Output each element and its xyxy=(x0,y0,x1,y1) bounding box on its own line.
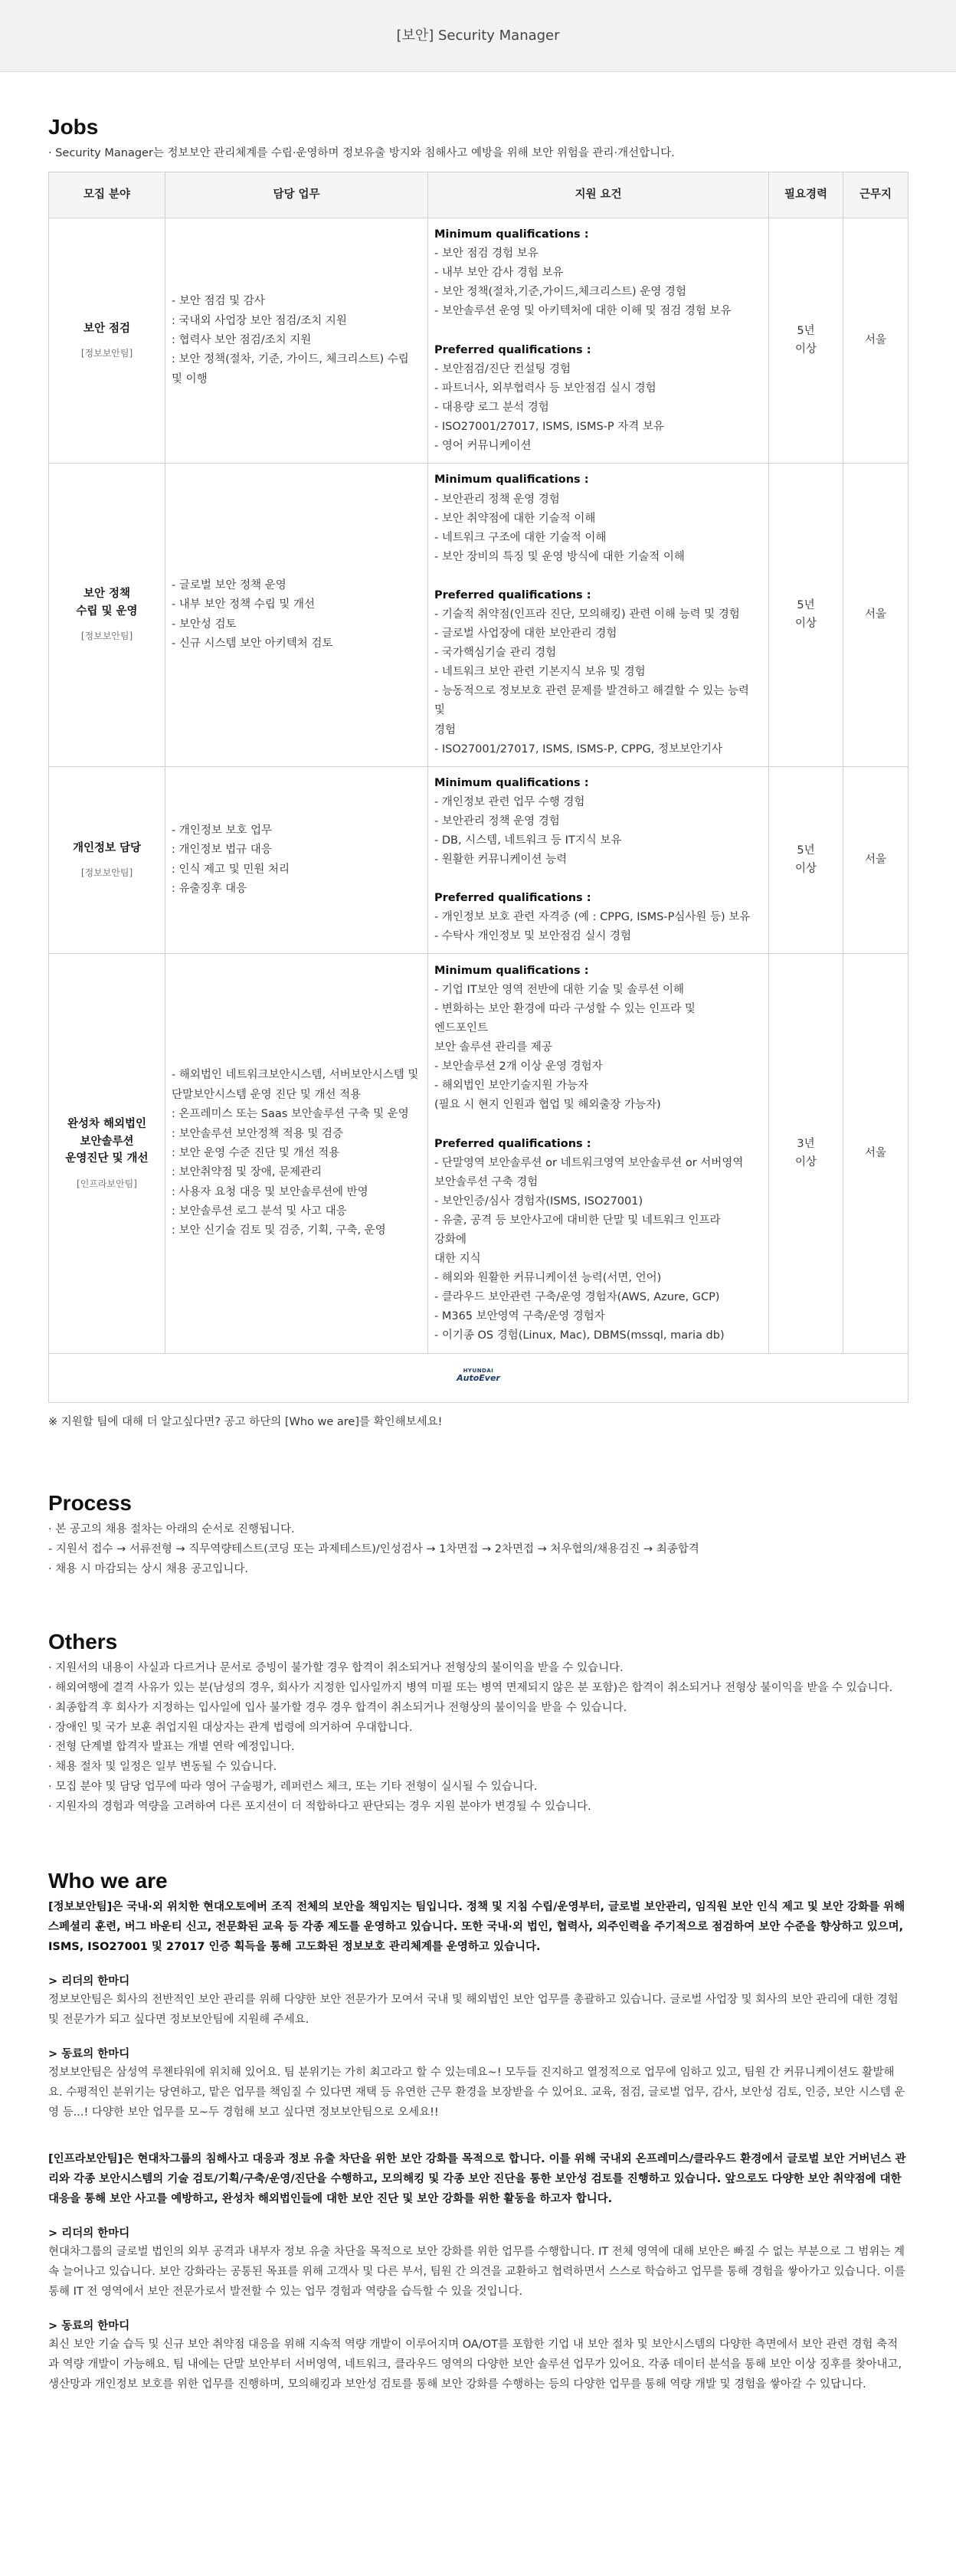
others-text: · 지원서의 내용이 사실과 다르거나 문서로 증빙이 불가할 경우 합격이 취소되거나 전형상의 불이익을 받을 수 있습니다. · 해외여행에 결격 사유가 있는 분(남성의 경우, 회사가 지정한 입사일까지 병역 미필 또는 병역 면제되지 않은 분 포함)은 합격이 취소되거나 전형상 불이익을 받을 수 있습니다. · 최종합격 후 회사가 지정하는 입사일에 입사 불가할 경우 경우 합격이 취소되거나 전형상의 불이익을 받을 수 있습니다. · 장애인 및 국가 보훈 취업지원 대상자는 관계 법령에 의거하여 우대합니다. · 전형 단계별 합격자 발표는 개별 연락 예정입니다. · 채용 절차 및 일정은 일부 변동될 수 있습니다. · 모집 분야 및 담당 업무에 따라 영어 구술평가, 레퍼런스 체크, 또는 기타 전형이 실시될 수 있습니다. · 지원자의 경험과 역량을 고려하여 다른 포지션이 더 적합하다고 판단되는 경우 지원 분야가 변경될 수 있습니다. xyxy=(48,1662,893,1813)
team2-leader-heading: > 리더의 한마디 xyxy=(48,2227,130,2240)
team1-name: [정보보안팀] xyxy=(48,1901,113,1914)
experience-cell: 5년 이상 xyxy=(769,464,843,767)
duties-text: - 글로벌 보안 정책 운영 - 내부 보안 정책 수립 및 개선 - 보안성 검토 - 신규 시스템 보안 아키텍처 검토 xyxy=(172,578,333,650)
who-heading: Who we are xyxy=(48,1868,168,1893)
page-title: [보안] Security Manager xyxy=(396,27,560,44)
duties-cell xyxy=(165,464,428,767)
team-name: [정보보안팀] xyxy=(80,348,133,359)
team2-name: [인프라보안팀] xyxy=(48,2153,123,2166)
min-qual-title: Minimum qualifications : xyxy=(434,776,589,789)
team2-peer-text: 최신 보안 기술 습득 및 신규 보안 취약점 대응을 위해 지속적 역량 개발이 이루어지며 OA/OT를 포함한 기업 내 보안 절차 및 보안시스템의 다양한 측면에서 보안 관련 경험 축적과 역량 개발이 가능해요. 팀 내에는 단말 보안부터 서버영역, 네트워크, 클라우드 영역의 다양한 보안 솔루션 업무가 있어요. 각종 데이터 분석을 통해 보안 이상 징후를 찾아내고, 생산망과 개인정보 보호를 위한 업무를 진행하며, 모의해킹과 보안성 검토를 통해 보안 강화를 수행하는 등의 다양한 업무를 통해 역량 개발 및 경험을 쌓아갈 수 있답니다. xyxy=(48,2338,902,2391)
process-section xyxy=(48,1490,908,1580)
others-heading: Others xyxy=(48,1629,118,1653)
field-name: 완성차 해외법인 보안솔루션 운영진단 및 개선 xyxy=(65,1118,149,1165)
team1-peer-text: 정보보안팀은 삼성역 루첸타워에 위치해 있어요. 팀 분위기는 가히 최고라고 할 수 있는데요~! 모두들 진지하고 열정적으로 업무에 임하고 있고, 팀원 간 커뮤니케이션도 활발해요. 수평적인 분위기는 당연하고, 맡은 업무를 책임질 수 있다면 재택 등 유연한 근무 환경을 보장받을 수 있어요. 교육, 점검, 글로벌 업무, 감사, 보안성 검토, 인증, 보안 시스템 운영 등...! 다양한 보안 업무를 모~두 경험해 보고 싶다면 정보보안팀으로 오세요!! xyxy=(48,2066,905,2119)
table-row xyxy=(49,218,909,464)
pref-qual-text: - 단말영역 보안솔루션 or 네트워크영역 보안솔루션 or 서버영역 보안솔루션 구축 경험 - 보안인증/심사 경험자(ISMS, ISO27001) - 유출, 공격 등 보안사고에 대비한 단말 및 네트워크 인프라 강화에 대한 지식 - 해외와 원활한 커뮤니케이션 능력(서면, 언어) - 클라우드 보안관련 구축/운영 경험자(AWS, Azure, GCP) - M365 보안영역 구축/운영 경험자 - 이기종 OS 경험(Linux, Mac), DBMS(mssql, maria db) xyxy=(434,1156,744,1342)
requirements-cell xyxy=(428,464,769,767)
table-row xyxy=(49,767,909,954)
team-name: [정보보안팀] xyxy=(80,867,133,879)
min-qual-text: - 보안관리 정책 운영 경험 - 보안 취약점에 대한 기술적 이해 - 네트워크 구조에 대한 기술적 이해 - 보안 장비의 특징 및 운영 방식에 대한 기술적 이해 xyxy=(434,493,685,563)
column-header: 모집 분야 xyxy=(49,172,165,218)
company-logo xyxy=(457,1368,500,1382)
column-header: 필요경력 xyxy=(769,172,843,218)
team-name: [정보보안팀] xyxy=(80,631,133,642)
process-text: · 본 공고의 채용 절차는 아래의 순서로 진행됩니다. - 지원서 접수 → 서류전형 → 직무역량테스트(코딩 또는 과제테스트)/인성검사 → 1차면접 → 2차면접 → 처우협의/채용검진 → 최종합격 · 채용 시 마감되는 상시 채용 공고입니다. xyxy=(48,1523,699,1575)
duties-cell xyxy=(165,767,428,954)
table-row xyxy=(49,954,909,1354)
logo-small-text: HYUNDAI xyxy=(463,1368,494,1375)
others-section xyxy=(48,1629,908,1817)
location-cell: 서울 xyxy=(843,767,909,954)
duties-cell xyxy=(165,954,428,1354)
team1-leader-heading: > 리더의 한마디 xyxy=(48,1975,130,1988)
min-qual-text: - 기업 IT보안 영역 전반에 대한 기술 및 솔루션 이해 - 변화하는 보안 환경에 따라 구성할 수 있는 인프라 및 엔드포인트 보안 솔루션 관리를 제공 - 보안솔루션 2개 이상 운영 경험자 - 해외법인 보안기술지원 가능자 (필요 시 현지 인원과 협업 및 해외출장 가능자) xyxy=(434,983,696,1112)
pref-qual-text: - 보안점검/진단 컨설팅 경험 - 파트너사, 외부협력사 등 보안점검 실시 경험 - 대용량 로그 분석 경험 - ISO27001/27017, ISMS, ISMS-P 자격 보유 - 영어 커뮤니케이션 xyxy=(434,362,664,452)
duties-text: - 해외법인 네트워크보안시스템, 서버보안시스템 및 단말보안시스템 운영 진단 및 개선 적용 : 온프레미스 또는 Saas 보안솔루션 구축 및 운영 : 보안솔루션 보안정책 적용 및 검증 : 보안 운영 수준 진단 및 개선 적용 : 보안취약점 및 장애, 문제관리 : 사용자 요청 대응 및 보안솔루션에 반영 : 보안솔루션 로그 분석 및 사고 대응 : 보안 신기술 검토 및 검증, 기획, 구축, 운영 xyxy=(172,1069,419,1237)
team2-peer-heading: > 동료의 한마디 xyxy=(48,2319,130,2332)
team1-intro-text: 은 국내·외 위치한 현대오토에버 조직 전체의 보안을 책임지는 팀입니다. 정책 및 지침 수립/운영부터, 글로벌 보안관리, 임직원 보안 인식 제고 및 보안 강화를 위해 스페셜리 훈련, 버그 바운티 신고, 전문화된 교육 등 각종 제도를 운영하고 있습니다. 또한 국내·외 법인, 협력사, 외주인력을 주기적으로 점검하여 보안 수준을 향상하고 있으며, ISMS, ISO27001 및 27017 인증 획득을 통해 고도화된 정보보호 관리체계를 운영하고 있습니다. xyxy=(48,1901,905,1953)
field-name: 개인정보 담당 xyxy=(72,841,142,854)
pref-qual-text: - 기술적 취약점(인프라 진단, 모의해킹) 관련 이해 능력 및 경험 - 글로벌 사업장에 대한 보안관리 경험 - 국가핵심기술 관리 경험 - 네트워크 보안 관련 기본지식 보유 및 경험 - 능동적으로 정보보호 관련 문제를 발견하고 해결할 수 있는 능력 및 경험 - ISO27001/27017, ISMS, ISMS-P, CPPG, 정보보안기사 xyxy=(434,608,749,755)
field-cell xyxy=(49,464,165,767)
jobs-intro: · Security Manager는 정보보안 관리체계를 수립·운영하며 정보유출 방지와 침해사고 예방을 위해 보안 위험을 관리·개선합니다. xyxy=(48,146,675,159)
logo-cell xyxy=(49,1354,909,1403)
team1-peer-heading: > 동료의 한마디 xyxy=(48,2047,130,2060)
process-heading: Process xyxy=(48,1490,132,1515)
field-cell xyxy=(49,218,165,464)
column-header: 담당 업무 xyxy=(165,172,428,218)
team1-leader-text: 정보보안팀은 회사의 전반적인 보안 관리를 위해 다양한 보안 전문가가 모여서 국내 및 해외법인 보안 업무를 총괄하고 있습니다. 글로벌 사업장 및 회사의 보안 관리에 대한 경험 및 전문가가 되고 싶다면 정보보안팀에 지원해 주세요. xyxy=(48,1993,899,2026)
min-qual-text: - 보안 점검 경험 보유 - 내부 보안 감사 경험 보유 - 보안 정책(절차,기준,가이드,체크리스트) 운영 경험 - 보안솔루션 운영 및 아키텍처에 대한 이해 및 점검 경험 보유 xyxy=(434,247,732,318)
field-name: 보안 점검 xyxy=(83,322,131,335)
location-cell: 서울 xyxy=(843,954,909,1354)
team1-intro xyxy=(48,1898,908,1957)
experience-cell: 5년 이상 xyxy=(769,218,843,464)
experience-cell: 5년 이상 xyxy=(769,767,843,954)
duties-text: - 보안 점검 및 감사 : 국내외 사업장 보안 점검/조치 지원 : 협력사 보안 점검/조치 지원 : 보안 정책(절차, 기준, 가이드, 체크리스트) 수립 및 이행 xyxy=(172,295,409,385)
requirements-cell xyxy=(428,954,769,1354)
column-header: 지원 요건 xyxy=(428,172,769,218)
location-cell: 서울 xyxy=(843,464,909,767)
pref-qual-title: Preferred qualifications : xyxy=(434,343,591,356)
experience-cell: 3년 이상 xyxy=(769,954,843,1354)
page-header xyxy=(0,0,956,72)
pref-qual-title: Preferred qualifications : xyxy=(434,1137,591,1150)
pref-qual-text: - 개인정보 보호 관련 자격증 (예 : CPPG, ISMS-P심사원 등) 보유 - 수탁사 개인정보 및 보안점검 실시 경험 xyxy=(434,911,751,943)
jobs-table xyxy=(48,172,909,1403)
logo-big-text: AutoEver xyxy=(457,1373,500,1384)
logo-row xyxy=(49,1354,909,1403)
table-header-row xyxy=(49,172,909,218)
min-qual-title: Minimum qualifications : xyxy=(434,964,589,977)
duties-text: - 개인정보 보호 업무 : 개인정보 법규 대응 : 인식 제고 및 민원 처리 : 유출징후 대응 xyxy=(172,824,290,895)
jobs-note: ※ 지원할 팀에 대해 더 알고싶다면? 공고 하단의 [Who we are]를 확인해보세요! xyxy=(48,1416,443,1429)
who-section xyxy=(48,1868,908,2395)
min-qual-title: Minimum qualifications : xyxy=(434,228,589,241)
field-name: 보안 정책 수립 및 운영 xyxy=(76,588,138,618)
location-cell: 서울 xyxy=(843,218,909,464)
field-cell xyxy=(49,954,165,1354)
team-name: [인프라보안팀] xyxy=(77,1178,137,1189)
field-cell xyxy=(49,767,165,954)
requirements-cell xyxy=(428,767,769,954)
duties-cell xyxy=(165,218,428,464)
pref-qual-title: Preferred qualifications : xyxy=(434,892,591,905)
main-content xyxy=(48,72,908,2441)
team2-intro-text: 은 현대차그룹의 침해사고 대응과 정보 유출 차단을 위한 보안 강화를 목적으로 합니다. 이를 위해 국내외 온프레미스/클라우드 환경에서 글로벌 보안 거버넌스 관리와 각종 보안시스템의 기술 검토/기획/구축/운영/진단을 수행하고, 모의해킹 및 각종 보안 진단을 통한 보안성 검토를 진행하고 있습니다. 앞으로도 다양한 보안 취약점에 대한 대응을 통해 보안 사고를 예방하고, 완성차 해외법인들에 대한 보안 진단 및 보안 강화를 위한 활동을 하고자 합니다. xyxy=(48,2153,906,2206)
team2-leader-text: 현대차그룹의 글로벌 법인의 외부 공격과 내부자 정보 유출 차단을 목적으로 보안 강화를 위한 업무를 수행합니다. IT 전체 영역에 대해 보안은 빠질 수 없는 부분으로 그 범위는 계속 늘어나고 있습니다. 보안 강화라는 공통된 목표를 위해 고객사 및 다른 부서, 팀원 간 의견을 교환하고 협력하면서 스스로 학습하고 업무를 통해 경험을 쌓아가고 있습니다. 이를 통해 IT 전 영역에서 보안 전문가로서 발전할 수 있는 업무 경험과 역량을 습득할 수 있을 것입니다. xyxy=(48,2246,905,2298)
table-row xyxy=(49,464,909,767)
pref-qual-title: Preferred qualifications : xyxy=(434,588,591,601)
column-header: 근무지 xyxy=(843,172,909,218)
min-qual-text: - 개인정보 관련 업무 수행 경험 - 보안관리 정책 운영 경험 - DB, 시스템, 네트워크 등 IT지식 보유 - 원활한 커뮤니케이션 능력 xyxy=(434,795,622,867)
min-qual-title: Minimum qualifications : xyxy=(434,474,589,487)
requirements-cell xyxy=(428,218,769,464)
team2-intro xyxy=(48,2150,908,2209)
jobs-heading: Jobs xyxy=(48,115,99,139)
